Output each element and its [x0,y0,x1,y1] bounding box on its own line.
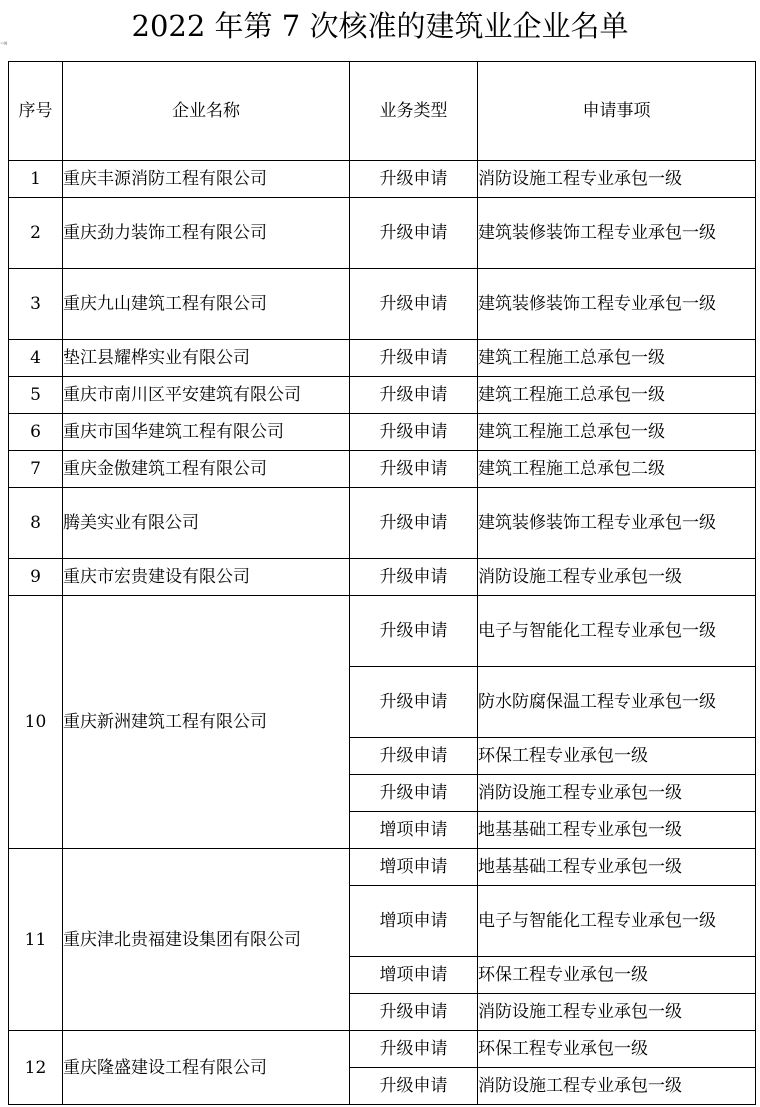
table-body [9,161,756,1105]
row-seq: 11 [9,849,63,1031]
table-row [9,269,756,340]
row-business-type: 升级申请 [350,269,478,340]
table-row [9,414,756,451]
row-seq: 2 [9,198,63,269]
header-seq [9,62,63,161]
row-business-type: 增项申请 [350,849,478,886]
row-application-item: 消防设施工程专业承包一级 [478,161,756,198]
row-application-item: 环保工程专业承包一级 [478,738,756,775]
row-business-type: 升级申请 [350,161,478,198]
row-company-name: 腾美实业有限公司 [63,488,350,559]
header-type: 业务类型 [350,62,478,161]
row-seq: 4 [9,340,63,377]
row-company-name: 重庆九山建筑工程有限公司 [63,269,350,340]
table-header-row [9,62,756,161]
row-business-type: 升级申请 [350,451,478,488]
row-company-name: 垫江县耀桦实业有限公司 [63,340,350,377]
row-company-name: 重庆劲力装饰工程有限公司 [63,198,350,269]
table-row [9,340,756,377]
row-application-item: 电子与智能化工程专业承包一级 [478,886,756,957]
row-seq: 8 [9,488,63,559]
row-seq: 3 [9,269,63,340]
row-business-type: 增项申请 [350,957,478,994]
header-name: 企业名称 [63,62,350,161]
row-seq: 5 [9,377,63,414]
row-application-item: 地基基础工程专业承包一级 [478,849,756,886]
table-row [9,1031,756,1068]
row-business-type: 升级申请 [350,340,478,377]
row-seq: 12 [9,1031,63,1105]
table-row [9,198,756,269]
row-company-name: 重庆市南川区平安建筑有限公司 [63,377,350,414]
row-business-type: 升级申请 [350,488,478,559]
row-application-item: 建筑工程施工总承包二级 [478,451,756,488]
row-company-name: 重庆市国华建筑工程有限公司 [63,414,350,451]
row-application-item: 建筑工程施工总承包一级 [478,377,756,414]
row-business-type: 升级申请 [350,1068,478,1105]
row-seq: 10 [9,596,63,849]
row-application-item: 建筑工程施工总承包一级 [478,414,756,451]
row-business-type: 升级申请 [350,775,478,812]
row-seq: 6 [9,414,63,451]
row-business-type: 升级申请 [350,596,478,667]
header-seq-label: 序号 [18,101,53,121]
row-application-item: 环保工程专业承包一级 [478,1031,756,1068]
row-company-name: 重庆新洲建筑工程有限公司 [63,596,350,849]
row-company-name: 重庆津北贵福建设集团有限公司 [63,849,350,1031]
row-company-name: 重庆金傲建筑工程有限公司 [63,451,350,488]
header-item: 申请事项 [478,62,756,161]
row-business-type: 升级申请 [350,198,478,269]
row-business-type: 升级申请 [350,738,478,775]
table-row [9,377,756,414]
row-company-name: 重庆市宏贵建设有限公司 [63,559,350,596]
row-business-type: 增项申请 [350,812,478,849]
row-application-item: 建筑工程施工总承包一级 [478,340,756,377]
row-application-item: 建筑装修装饰工程专业承包一级 [478,269,756,340]
row-application-item: 电子与智能化工程专业承包一级 [478,596,756,667]
table-row [9,849,756,886]
row-application-item: 防水防腐保温工程专业承包一级 [478,667,756,738]
page-title: 2022 年第 7 次核准的建筑业企业名单 [131,9,629,43]
row-business-type: 升级申请 [350,377,478,414]
row-seq: 9 [9,559,63,596]
table-row [9,161,756,198]
row-seq: 7 [9,451,63,488]
row-application-item: 地基基础工程专业承包一级 [478,812,756,849]
row-company-name: 重庆隆盛建设工程有限公司 [63,1031,350,1105]
anchor-mark-icon: ⇥ [0,39,8,49]
row-business-type: 升级申请 [350,667,478,738]
row-application-item: 消防设施工程专业承包一级 [478,559,756,596]
row-application-item: 消防设施工程专业承包一级 [478,775,756,812]
row-business-type: 升级申请 [350,994,478,1031]
row-application-item: 建筑装修装饰工程专业承包一级 [478,488,756,559]
row-business-type: 升级申请 [350,414,478,451]
row-application-item: 环保工程专业承包一级 [478,957,756,994]
row-application-item: 消防设施工程专业承包一级 [478,994,756,1031]
row-company-name: 重庆丰源消防工程有限公司 [63,161,350,198]
table-row [9,488,756,559]
table-row [9,451,756,488]
table-row [9,559,756,596]
table-row [9,596,756,667]
row-business-type: 增项申请 [350,886,478,957]
row-business-type: 升级申请 [350,1031,478,1068]
enterprise-table [8,61,756,1105]
row-seq: 1 [9,161,63,198]
row-business-type: 升级申请 [350,559,478,596]
row-application-item: 建筑装修装饰工程专业承包一级 [478,198,756,269]
row-application-item: 消防设施工程专业承包一级 [478,1068,756,1105]
